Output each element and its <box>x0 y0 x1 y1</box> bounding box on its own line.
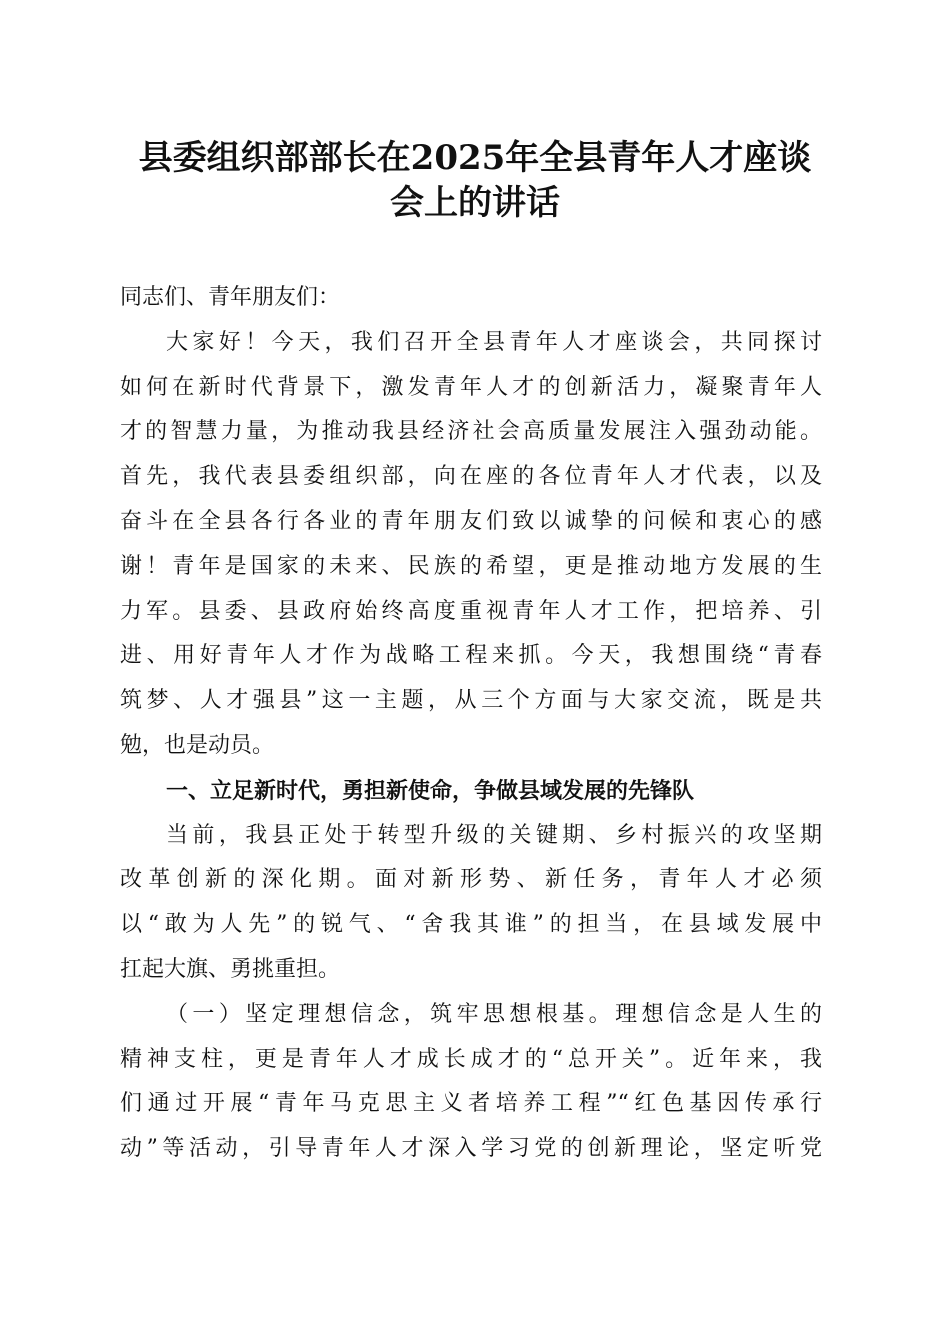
text-line: 首先，我代表县委组织部，向在座的各位青年人才代表，以及 <box>120 464 822 490</box>
greeting: 同志们、青年朋友们： <box>120 285 341 310</box>
section-heading-1: 一、立足新时代，勇担新使命，争做县域发展的先锋队 <box>166 777 695 804</box>
document-title <box>110 136 840 226</box>
text-line: 如何在新时代背景下，激发青年人才的创新活力，凝聚青年人 <box>120 374 822 400</box>
paragraph-section-1 <box>120 814 822 993</box>
text-line: 以“敢为人先”的锐气、“舍我其谁”的担当，在县域发展中 <box>120 912 822 938</box>
text-line: 才的智慧力量，为推动我县经济社会高质量发展注入强劲动能。 <box>120 419 822 445</box>
text-line: 当前，我县正处于转型升级的关键期、乡村振兴的攻坚期 <box>166 822 822 848</box>
text-line: 力军。县委、县政府始终高度重视青年人才工作，把培养、引 <box>120 598 822 624</box>
text-line: 扛起大旗、勇挑重担。 <box>120 956 341 982</box>
text-line: 进、用好青年人才作为战略工程来抓。今天，我想围绕“青春 <box>120 643 822 669</box>
text-line: 勉，也是动员。 <box>120 732 275 758</box>
text-line: 精神支柱，更是青年人才成长成才的“总开关”。近年来，我 <box>120 1046 822 1072</box>
text-line: （一）坚定理想信念，筑牢思想根基。理想信念是人生的 <box>166 1001 822 1027</box>
text-line: 奋斗在全县各行各业的青年朋友们致以诚挚的问候和衷心的感 <box>120 508 822 534</box>
title-line-1: 县委组织部部长在2025年全县青年人才座谈 <box>138 138 812 178</box>
text-line: 改革创新的深化期。面对新形势、新任务，青年人才必须 <box>120 867 822 893</box>
text-line: 们通过开展“青年马克思主义者培养工程”“红色基因传承行 <box>120 1091 822 1117</box>
title-line-2: 会上的讲话 <box>390 183 560 223</box>
text-line: 动”等活动，引导青年人才深入学习党的创新理论，坚定听党 <box>120 1136 822 1162</box>
paragraph-subsection-1 <box>120 993 822 1172</box>
document-body <box>120 276 822 1172</box>
text-line: 筑梦、人才强县”这一主题，从三个方面与大家交流，既是共 <box>120 688 822 714</box>
text-line: 谢！青年是国家的未来、民族的希望，更是推动地方发展的生 <box>120 553 822 579</box>
paragraph-opening <box>120 321 822 769</box>
text-line: 大家好！今天，我们召开全县青年人才座谈会，共同探讨 <box>166 329 822 355</box>
